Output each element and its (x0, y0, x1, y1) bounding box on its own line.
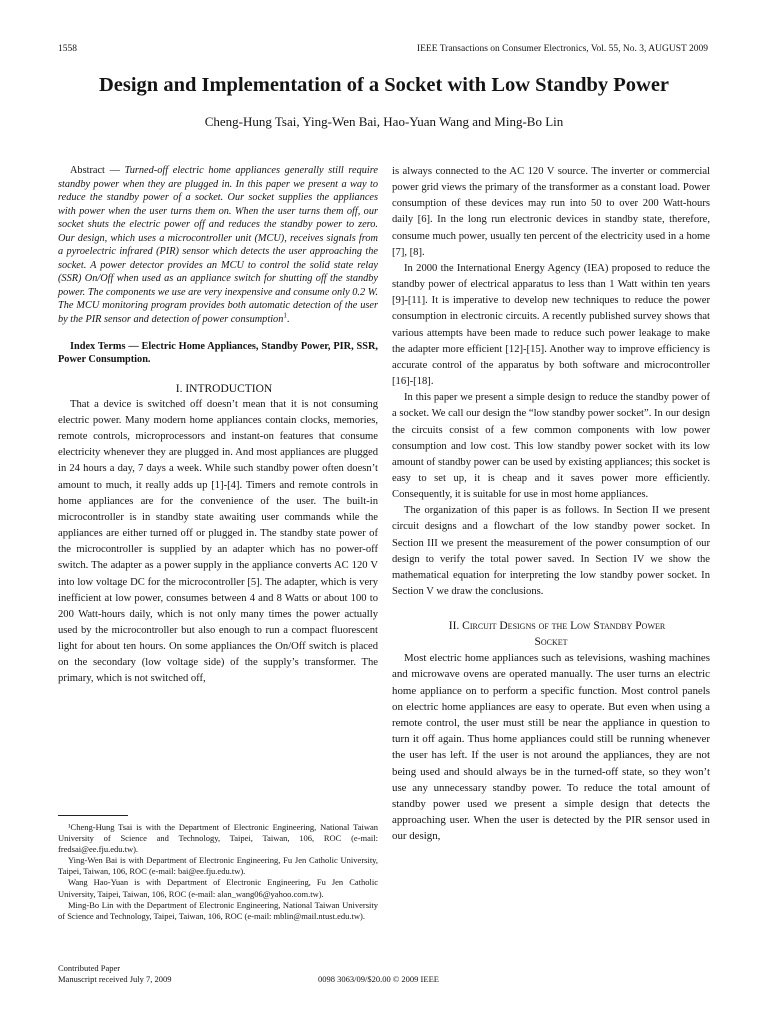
section-title-line1: Circuit Designs of the Low Standby Power (462, 620, 666, 633)
right-column (392, 164, 710, 845)
manuscript-date: Manuscript received July 7, 2009 (58, 974, 172, 984)
abstract (58, 164, 378, 327)
paper-title: Design and Implementation of a Socket with Low Standby Power (98, 74, 670, 96)
page-number: 1558 (58, 44, 77, 54)
author-list: Cheng-Hung Tsai, Ying-Wen Bai, Hao-Yuan Wang and Ming-Bo Lin (204, 114, 564, 129)
index-terms: Index Terms — Electric Home Appliances, Standby Power, PIR, SSR, Power Consumption. (58, 340, 378, 366)
section-number: II. (448, 620, 463, 633)
footnote-item: Ying-Wen Bai is with Department of Electronic Engineering, Fu Jen Catholic University, Taipei, Taiwan, 106, ROC (e-mail: bai@ee.fju.edu.tw). (58, 855, 378, 877)
introduction-paragraph: That a device is switched off doesn’t mean that it is not consuming electric power. Many modern home appliances contain clocks, memories, remote controls, microprocessors and instant-on features that consume electricity whenever they are plugged in. And most appliances are plugged in 24 hours a day, 7 days a week. While such standby power often doesn’t amount to much, it really adds up [1]-[4]. Timers and remote controls in home appliances are for the convenience of the user. The built-in microcontroller is in standby state awaiting user commands while the appliances are either turned off or plugged in. The standby state power of the microcontroller is supplied by an adapter which has no power-off switch. The adapter as a power supply in the appliance converts AC 120 V into low voltage DC for the microcontroller [5]. The adapter, which is very inefficient at low power, consumes between 4 and 8 Watts or about 100 to 200 Watt-hours daily, which is not only many times the power actually used by the microcontroller but also enough to run a compact fluorescent light for about ten hours. On some appliances the On/Off switch is placed on the secondary (low voltage side) of the supply’s transformer. The primary, which is not switched off, (58, 398, 378, 685)
section-title-line2: Socket (534, 636, 568, 649)
abstract-body: Turned-off electric home appliances generally still require standby power when they are plugged in. In this paper we present a way to reduce the standby power of a socket. Our socket supplies the appliances with power when the user turns them on. When the user turns them off, our socket shuts the electric power off and reduces the standby power to zero. Our design, which uses a microcontroller unit (MCU), receives signals from a pyroelectric infrared (PIR) sensor which detects the user approaching the socket. A power detector provides an MCU to control the solid state relay (SSR) On/Off when used as an appliance switch for shutting off the standby power. The components we use are very inexpensive and consume only 0.2 W. The MCU monitoring program provides both automatic detection of the user by the PIR sensor and detection of power consumption (58, 165, 378, 326)
intro-paragraph-design: In this paper we present a simple design to reduce the standby power of a socket. We call our design the “low standby power socket”. In our design the circuits consist of a few common components with low power consumption and low cost. This low standby power socket with its low amount of standby power can be used by existing appliances; this socket is easy to set up, it is cheap and it saves power more efficiently. Consequently, it is suitable for use in most home appliances. (392, 392, 710, 501)
copyright-line: 0098 3063/09/$20.00 © 2009 IEEE (318, 974, 439, 984)
abstract-footnote-mark: 1 (283, 311, 287, 320)
intro-continuation-paragraph: is always connected to the AC 120 V source. The inverter or commercial power grid views the primary of the transformer as a constant load. Power consumption of these devices may run into 50 to over 200 Watt-hours daily [6]. In the long run electronic devices in standby state, therefore, consume much power, usually ten percent of the electricity used in a home [7], [8]. (392, 166, 710, 258)
intro-paragraph-organization: The organization of this paper is as follows. In Section II we present circuit designs and a flowchart of the low standby power socket. In Section III we present the measurement of the power consumption of our design to verify the total power saved. In Section IV we show the mathematical equation for interpreting the low standby power socket. In Section V we draw the conclusions. (392, 505, 710, 598)
footnotes (58, 822, 378, 922)
contributed-label: Contributed Paper (58, 963, 121, 973)
abstract-end: . (286, 314, 290, 326)
left-column (58, 164, 378, 688)
footnote-item: ¹Cheng-Hung Tsai is with the Department of Electronic Engineering, National Taiwan University of Science and Technology, Taipei, Taiwan, 106, ROC (e-mail: fredsai@ee.fju.edu.tw). (58, 822, 378, 855)
circuit-designs-paragraph: Most electric home appliances such as televisions, washing machines and microwave ovens are operated manually. The user turns an electric home appliance on to perform a specific function. Most control panels on electric home appliances are easy to operate. But even when using a remote control, the user must still be near the appliance in question to turn it off again. Thus home appliances could still be running whenever the user has left. If the user is not around the appliances, they are not being used and should always be in the turned-off state, so they won’t use any unnecessary standby power. To reduce the total amount of standby power used we present a simple design that detects the approaching user. When the user is detected by the PIR sensor used in our design, (392, 652, 710, 843)
section-heading-circuit-designs (392, 618, 710, 650)
section-heading-introduction: I. INTRODUCTION (175, 382, 273, 395)
footnote-item: Ming-Bo Lin with the Department of Electronic Engineering, National Taiwan University of Science and Technology, Taipei, Taiwan, 106, ROC (e-mail: mblin@mail.ntust.edu.tw). (58, 899, 378, 921)
abstract-lead: Abstract — (70, 165, 125, 176)
intro-paragraph-iea: In 2000 the International Energy Agency (IEA) proposed to reduce the standby power of electrical apparatus to less than 1 Watt within ten years [9]-[11]. It is imperative to develop new techniques to reduce the power consumption in electronic circuits. A recently published survey shows that various attempts have been made to reduce such power leakage to make the adapter more efficient [12]-[15]. Another way to improve efficiency is accurate control of the apparatus by both software and microcontroller [16]-[18]. (392, 262, 710, 388)
publication-info (58, 963, 172, 985)
journal-header: IEEE Transactions on Consumer Electronics, Vol. 55, No. 3, AUGUST 2009 (416, 44, 708, 54)
footnote-divider (58, 815, 128, 816)
footnote-item: Wang Hao-Yuan is with Department of Electronic Engineering, Fu Jen Catholic University, Taipei, Taiwan, 106, ROC (e-mail: alan_wang06@yahoo.com.tw). (58, 877, 378, 899)
